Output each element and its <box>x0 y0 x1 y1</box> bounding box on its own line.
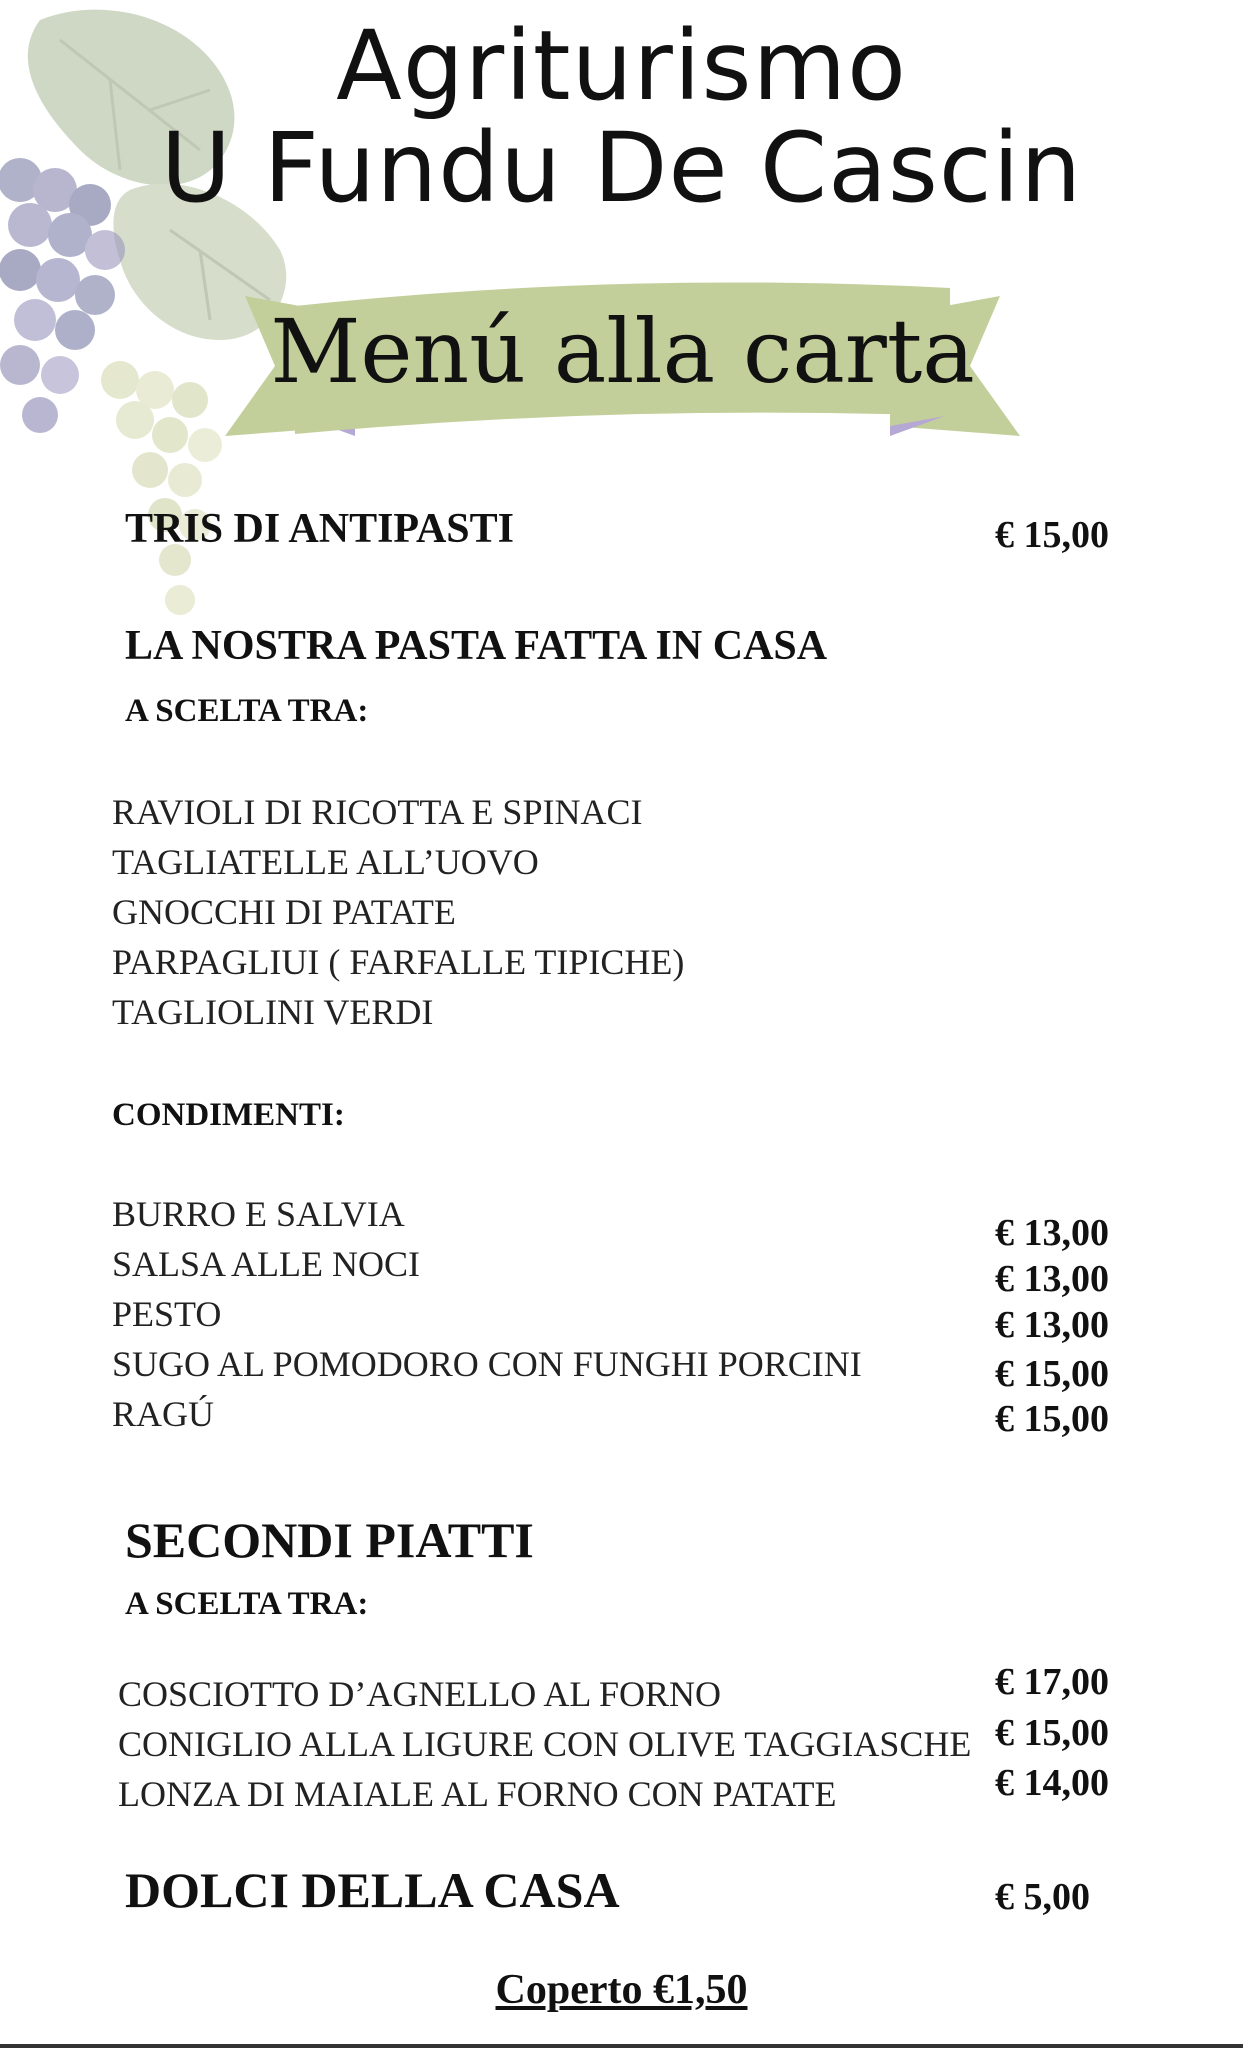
condimento-item: PESTO <box>112 1294 222 1334</box>
pasta-heading: LA NOSTRA PASTA FATTA IN CASA <box>125 623 828 669</box>
pasta-item: RAVIOLI DI RICOTTA E SPINACI <box>112 792 643 832</box>
title-line-2: U Fundu De Cascin <box>160 112 1083 224</box>
pasta-item: TAGLIATELLE ALL’UOVO <box>112 842 539 882</box>
condimenti-heading: CONDIMENTI: <box>112 1097 345 1133</box>
condimento-item: SUGO AL POMODORO CON FUNGHI PORCINI <box>112 1344 862 1384</box>
condimento-item: BURRO E SALVIA <box>112 1194 405 1234</box>
secondo-price: € 14,00 <box>995 1762 1109 1804</box>
dolci-heading: DOLCI DELLA CASA <box>125 1862 620 1918</box>
pasta-item: GNOCCHI DI PATATE <box>112 892 456 932</box>
menu-title: Menú alla carta <box>270 300 975 403</box>
antipasti-heading: TRIS DI ANTIPASTI <box>125 506 515 552</box>
secondi-heading: SECONDI PIATTI <box>125 1512 534 1568</box>
secondo-price: € 17,00 <box>995 1661 1109 1703</box>
pasta-item: PARPAGLIUI ( FARFALLE TIPICHE) <box>112 942 685 982</box>
secondi-subheading: A SCELTA TRA: <box>125 1586 369 1622</box>
secondo-price: € 15,00 <box>995 1712 1109 1754</box>
title-line-1: Agriturismo <box>336 10 907 122</box>
condimento-price: € 15,00 <box>995 1353 1109 1395</box>
bottom-border <box>0 2044 1243 2048</box>
condimento-price: € 13,00 <box>995 1304 1109 1346</box>
condimento-price: € 13,00 <box>995 1212 1109 1254</box>
dolci-price: € 5,00 <box>995 1876 1090 1918</box>
secondo-item: COSCIOTTO D’AGNELLO AL FORNO <box>118 1674 721 1714</box>
condimento-price: € 13,00 <box>995 1258 1109 1300</box>
secondo-item: CONIGLIO ALLA LIGURE CON OLIVE TAGGIASCHE <box>118 1724 972 1764</box>
condimento-item: RAGÚ <box>112 1394 215 1434</box>
condimento-item: SALSA ALLE NOCI <box>112 1244 421 1284</box>
coperto-footer: Coperto €1,50 <box>495 1967 748 2013</box>
pasta-subheading: A SCELTA TRA: <box>125 693 369 729</box>
secondo-item: LONZA DI MAIALE AL FORNO CON PATATE <box>118 1774 837 1814</box>
pasta-item: TAGLIOLINI VERDI <box>112 992 434 1032</box>
condimento-price: € 15,00 <box>995 1398 1109 1440</box>
antipasti-price: € 15,00 <box>995 514 1109 556</box>
